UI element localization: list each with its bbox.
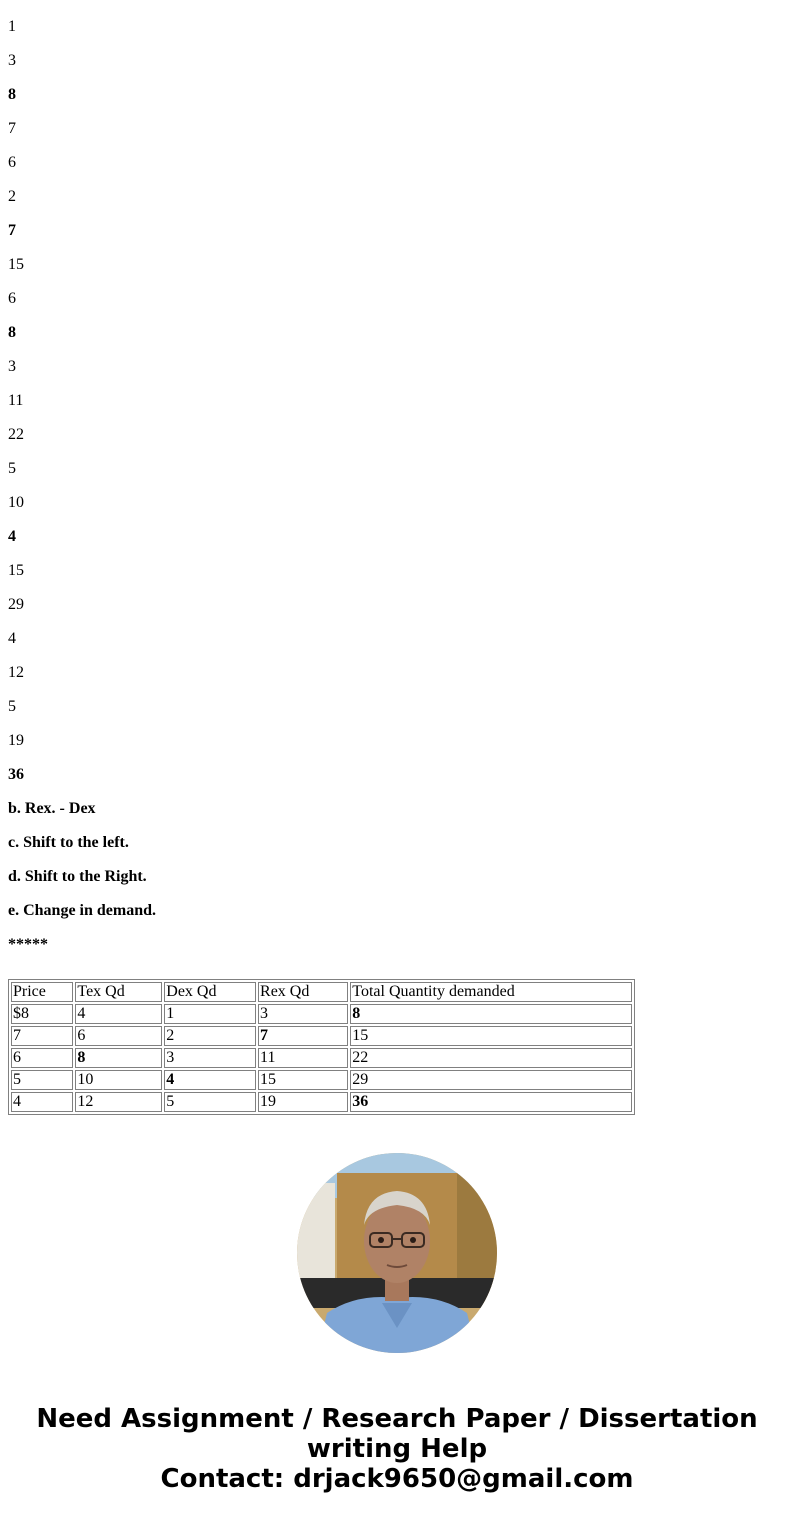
- table-header-row: [11, 982, 632, 1002]
- promo-line-1: Need Assignment / Research Paper / Dissertation: [36, 1404, 758, 1434]
- table-cell: 10: [75, 1070, 162, 1090]
- answer-line: 2: [8, 188, 16, 205]
- answer-line: 36: [8, 766, 24, 783]
- answer-line: c. Shift to the left.: [8, 834, 129, 851]
- answer-line: 19: [8, 732, 24, 749]
- table-cell: 4: [11, 1092, 73, 1112]
- table-cell: 8: [350, 1004, 632, 1024]
- table-row: [11, 1026, 632, 1046]
- table-cell: 11: [258, 1048, 348, 1068]
- table-row: [11, 1004, 632, 1024]
- table-cell: 22: [350, 1048, 632, 1068]
- table-cell: 19: [258, 1092, 348, 1112]
- table-cell: 15: [350, 1026, 632, 1046]
- answer-line: e. Change in demand.: [8, 902, 157, 919]
- quantity-demanded-table: [8, 979, 635, 1115]
- table-row: [11, 1048, 632, 1068]
- table-cell: 1: [164, 1004, 256, 1024]
- promo-contact-line: Contact: drjack9650@gmail.com: [160, 1464, 634, 1494]
- answer-line: 8: [8, 86, 16, 103]
- answer-line: 3: [8, 358, 16, 375]
- answer-line: 7: [8, 222, 16, 239]
- table-cell: 5: [11, 1070, 73, 1090]
- table-cell: 2: [164, 1026, 256, 1046]
- answer-line: 5: [8, 460, 16, 477]
- author-photo-icon: [297, 1153, 497, 1353]
- table-cell: 12: [75, 1092, 162, 1112]
- table-header-cell: Tex Qd: [75, 982, 162, 1002]
- answer-line: *****: [8, 936, 48, 953]
- table-cell: 8: [75, 1048, 162, 1068]
- answer-line: 1: [8, 18, 16, 35]
- table-cell: 6: [75, 1026, 162, 1046]
- table-header-cell: Dex Qd: [164, 982, 256, 1002]
- answer-line: d. Shift to the Right.: [8, 868, 147, 885]
- answer-line: 5: [8, 698, 16, 715]
- table-cell: 15: [258, 1070, 348, 1090]
- table-cell: 4: [164, 1070, 256, 1090]
- table-cell: 3: [258, 1004, 348, 1024]
- table-row: [11, 1092, 632, 1112]
- answer-line: 4: [8, 528, 16, 545]
- table-cell: $8: [11, 1004, 73, 1024]
- table-cell: 4: [75, 1004, 162, 1024]
- answer-line: 6: [8, 154, 16, 171]
- answer-line: 15: [8, 562, 24, 579]
- table-row: [11, 1070, 632, 1090]
- table-cell: 5: [164, 1092, 256, 1112]
- promo-line-2: writing Help: [306, 1434, 488, 1464]
- table-header-cell: Price: [11, 982, 73, 1002]
- author-avatar: [297, 1153, 497, 1353]
- answer-line: 22: [8, 426, 24, 443]
- table-cell: 29: [350, 1070, 632, 1090]
- table-cell: 7: [258, 1026, 348, 1046]
- contact-banner: [0, 1404, 794, 1494]
- answer-line: [8, 0, 786, 18]
- table-cell: 3: [164, 1048, 256, 1068]
- answer-line: 10: [8, 494, 24, 511]
- table-cell: 6: [11, 1048, 73, 1068]
- table-header-cell: Total Quantity demanded: [350, 982, 632, 1002]
- answer-line: b. Rex. - Dex: [8, 800, 96, 817]
- table-cell: 7: [11, 1026, 73, 1046]
- answer-line: 29: [8, 596, 24, 613]
- answer-line: 3: [8, 52, 16, 69]
- answer-lines: [8, 0, 786, 970]
- answer-line: 6: [8, 290, 16, 307]
- answer-line: 8: [8, 324, 16, 341]
- answer-line: 12: [8, 664, 24, 681]
- table-cell: 36: [350, 1092, 632, 1112]
- answer-line: 7: [8, 120, 16, 137]
- table-header-cell: Rex Qd: [258, 982, 348, 1002]
- answer-line: 11: [8, 392, 24, 409]
- answer-line: 4: [8, 630, 16, 647]
- answer-line: 15: [8, 256, 24, 273]
